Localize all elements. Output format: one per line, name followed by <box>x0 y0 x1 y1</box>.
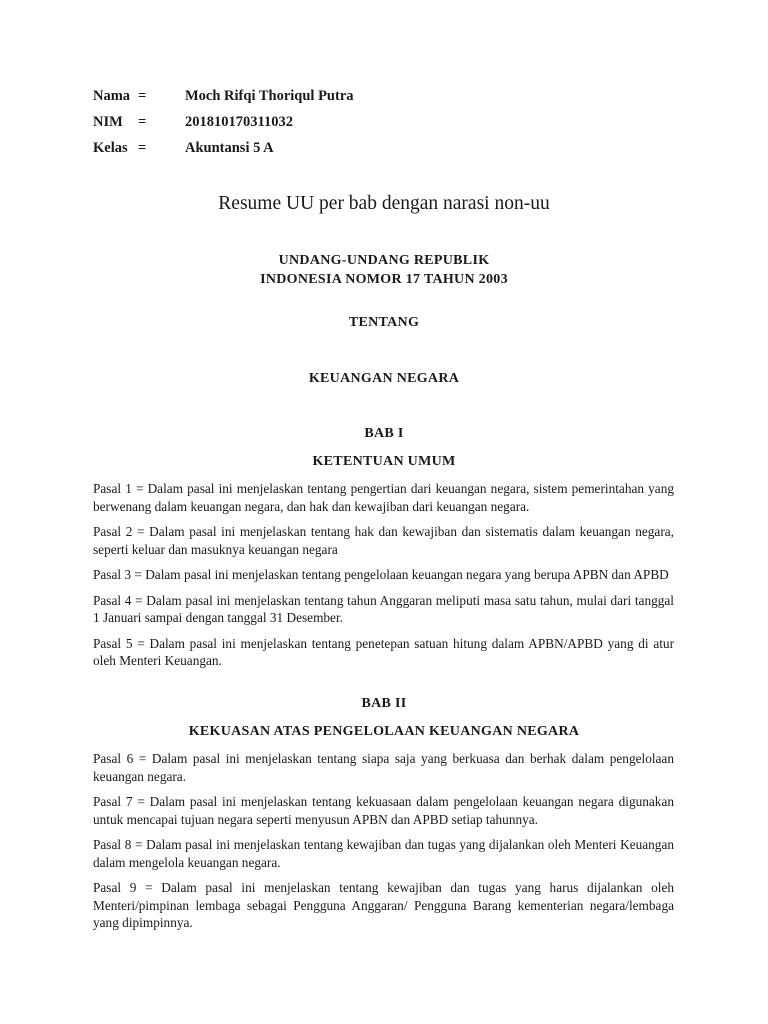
identity-equals: = <box>138 114 147 130</box>
chapter-title: KETENTUAN UMUM <box>312 454 456 469</box>
document-title: Resume UU per bab dengan narasi non-uu <box>218 193 550 214</box>
tentang-heading: TENTANG <box>348 315 420 330</box>
chapter-number: BAB I <box>364 426 404 441</box>
article-paragraph: Pasal 4 = Dalam pasal ini menjelaskan tentang tahun Anggaran meliputi masa satu tahun, mulai dari tanggal 1 Januari sampai dengan tanggal 31 Desember. <box>93 592 674 625</box>
identity-equals: = <box>138 140 147 156</box>
identity-label: Kelas <box>93 140 128 156</box>
identity-label: NIM <box>93 114 123 130</box>
law-title-line-1: UNDANG-UNDANG REPUBLIK <box>278 253 490 268</box>
article-paragraph: Pasal 7 = Dalam pasal ini menjelaskan tentang kekuasaan dalam pengelolaan keuangan negara digunakan untuk mencapai tujuan negara seperti menyusun APBN dan APBD setiap tahunnya. <box>93 794 674 827</box>
chapter-number: BAB II <box>361 696 407 711</box>
chapter-title: KEKUASAN ATAS PENGELOLAAN KEUANGAN NEGARA <box>188 724 580 739</box>
identity-value: Akuntansi 5 A <box>185 140 274 156</box>
article-paragraph: Pasal 5 = Dalam pasal ini menjelaskan tentang penetepan satuan hitung dalam APBN/APBD yang di atur oleh Menteri Keuangan. <box>93 635 674 668</box>
chapter-articles <box>93 750 674 940</box>
law-subject: KEUANGAN NEGARA <box>308 371 460 386</box>
identity-value: Moch Rifqi Thoriqul Putra <box>185 88 354 104</box>
article-paragraph: Pasal 1 = Dalam pasal ini menjelaskan tentang pengertian dari keuangan negara, sistem pemerintahan yang berwenang dalam keuangan negara, dan hak dan kewajiban dari keuangan negara. <box>93 481 674 514</box>
article-paragraph: Pasal 9 = Dalam pasal ini menjelaskan tentang kewajiban dan tugas yang harus dijalankan oleh Menteri/pimpinan lembaga sebagai Pengguna Anggaran/ Pengguna Barang kementerian negara/lembaga yang dipimpinnya. <box>93 880 674 930</box>
article-paragraph: Pasal 2 = Dalam pasal ini menjelaskan tentang hak dan kewajiban dan sistematis dalam keuangan negara, seperti keluar dan masuknya keuangan negara <box>93 524 674 557</box>
identity-value: 201810170311032 <box>185 114 293 130</box>
chapter-articles <box>93 480 674 678</box>
article-paragraph: Pasal 8 = Dalam pasal ini menjelaskan tentang kewajiban dan tugas yang dijalankan oleh Menteri Keuangan dalam mengelola keuangan negara. <box>93 837 674 870</box>
law-title-line-2: INDONESIA NOMOR 17 TAHUN 2003 <box>260 272 508 287</box>
article-paragraph: Pasal 3 = Dalam pasal ini menjelaskan tentang pengelolaan keuangan negara yang berupa APBN dan APBD <box>93 567 669 582</box>
article-paragraph: Pasal 6 = Dalam pasal ini menjelaskan tentang siapa saja yang berkuasa dan berhak dalam pengelolaan keuangan negara. <box>93 751 674 784</box>
identity-label: Nama <box>93 88 131 104</box>
identity-equals: = <box>138 88 147 104</box>
